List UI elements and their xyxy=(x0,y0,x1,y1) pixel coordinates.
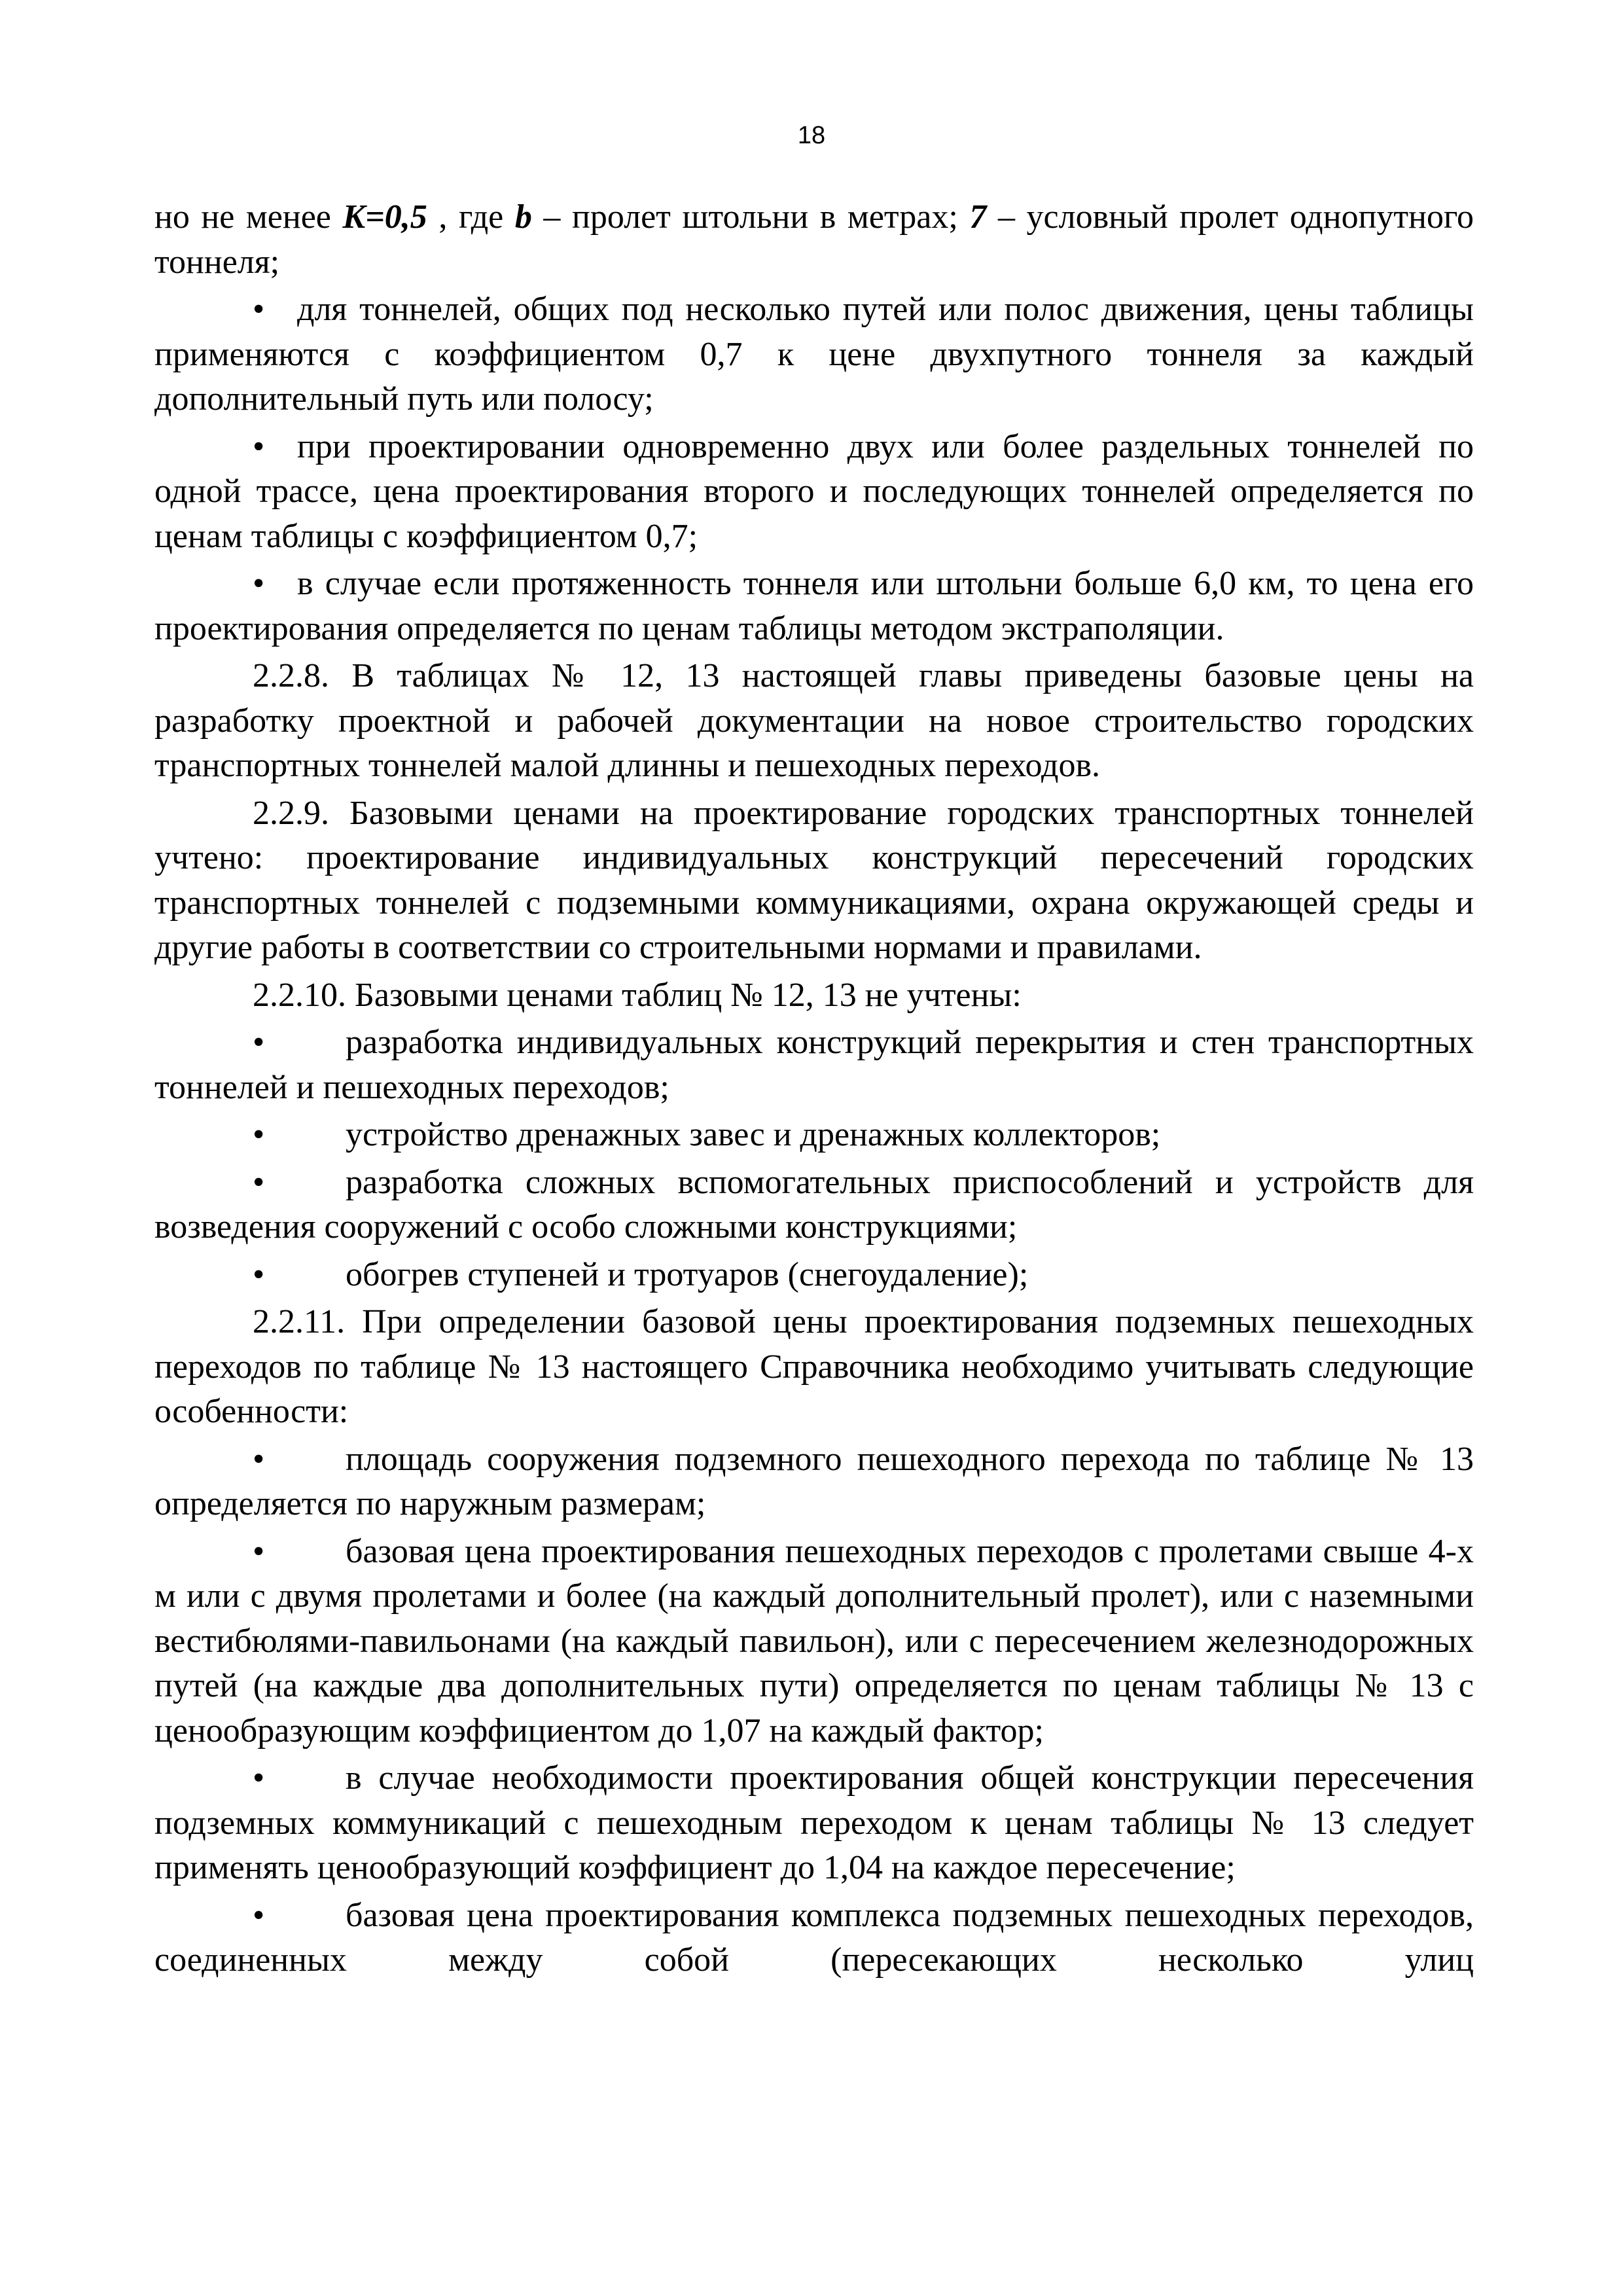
bullet-icon: • xyxy=(253,1024,265,1061)
document-body xyxy=(154,195,1474,1986)
list-item-text: для тоннелей, общих под несколько путей или полос движения, цены таблицы применяются с коэффициентом 0,7 к цене двухпутного тоннеля за каждый дополнительный путь или полосу; xyxy=(154,291,1474,418)
list-item xyxy=(154,425,1474,560)
bullet-icon: • xyxy=(253,427,265,465)
list-item-text: в случае если протяженность тоннеля или штольни больше 6,0 км, то цена его проектирования определяется по ценам таблицы методом экстраполяции. xyxy=(154,565,1474,647)
list-item-text: обогрев ступеней и тротуаров (снегоудаление); xyxy=(346,1255,1029,1293)
formula-k: K=0,5 xyxy=(342,198,427,236)
bullet-icon: • xyxy=(253,1163,265,1201)
list-item-text: базовая цена проектирования пешеходных переходов с пролетами свыше 4-х м или с двумя пролетами и более (на каждый дополнительный пролет), или с наземными вестибюлями-павильонами (на каждый павильон), или с пересечением железнодорожных путей (на каждые два дополнительных пути) определяется по ценам таблицы № 13 с ценообразующим коэффициентом до 1,07 на каждый фактор; xyxy=(154,1532,1474,1749)
bullet-icon: • xyxy=(253,1759,265,1797)
list-item xyxy=(154,1756,1474,1891)
list-item-text: в случае необходимости проектирования общей конструкции пересечения подземных коммуникаций с пешеходным переходом к ценам таблицы № 13 следует применять ценообразующий коэффициент до 1,04 на каждое пересечение; xyxy=(154,1759,1474,1886)
text: но не менее xyxy=(154,198,343,236)
text: – условный пролет однопутного тоннеля; xyxy=(154,198,1474,281)
list-item xyxy=(154,1160,1474,1250)
page-number: 18 xyxy=(797,122,826,149)
paragraph-2-2-9: 2.2.9. Базовыми ценами на проектирование городских транспортных тоннелей учтено: проектирование индивидуальных конструкций пересечений городских транспортных тоннелей с подземными коммуникациями, охрана окружающей среды и другие работы в соответствии со строительными нормами и правилами. xyxy=(154,794,1474,966)
list-item xyxy=(154,1893,1474,1983)
list-item-text: разработка индивидуальных конструкций перекрытия и стен транспортных тоннелей и пешеходных переходов; xyxy=(154,1024,1474,1106)
list-item xyxy=(154,562,1474,651)
list-item xyxy=(154,287,1474,422)
list-item-text: площадь сооружения подземного пешеходного перехода по таблице № 13 определяется по наружным размерам; xyxy=(154,1440,1474,1522)
list-item xyxy=(154,1113,1474,1158)
list-item-text: устройство дренажных завес и дренажных коллекторов; xyxy=(346,1116,1161,1153)
variable-b: b xyxy=(514,198,532,236)
list-item-text: разработка сложных вспомогательных приспособлений и устройств для возведения сооружений с особо сложными конструкциями; xyxy=(154,1163,1474,1246)
list-item xyxy=(154,1253,1474,1298)
list-item xyxy=(154,1530,1474,1754)
paragraph-2-2-8: 2.2.8. В таблицах № 12, 13 настоящей главы приведены базовые цены на разработку проектной и рабочей документации на новое строительство городских транспортных тоннелей малой длинны и пешеходных переходов. xyxy=(154,657,1474,784)
intro-paragraph xyxy=(154,195,1474,285)
bullet-icon: • xyxy=(253,1896,265,1934)
bullet-icon: • xyxy=(253,1532,265,1570)
paragraph-2-2-11: 2.2.11. При определении базовой цены проектирования подземных пешеходных переходов по таблице № 13 настоящего Справочника необходимо учитывать следующие особенности: xyxy=(154,1303,1474,1430)
bullet-icon: • xyxy=(253,1255,265,1293)
paragraph-2-2-10: 2.2.10. Базовыми ценами таблиц № 12, 13 не учтены: xyxy=(253,976,1022,1014)
bullet-icon: • xyxy=(253,1116,265,1153)
bullet-icon: • xyxy=(253,565,265,602)
text: – пролет штольни в метрах; xyxy=(531,198,970,236)
list-item-text: базовая цена проектирования комплекса подземных пешеходных переходов, соединенных между собой (пересекающих несколько улиц xyxy=(154,1896,1474,1979)
bullet-icon: • xyxy=(253,1440,265,1478)
text: , где xyxy=(427,198,515,236)
list-item xyxy=(154,1437,1474,1527)
list-item-text: при проектировании одновременно двух или более раздельных тоннелей по одной трассе, цена проектирования второго и последующих тоннелей определяется по ценам таблицы с коэффициентом 0,7; xyxy=(154,427,1474,555)
bullet-icon: • xyxy=(253,291,265,328)
number-7: 7 xyxy=(969,198,987,236)
list-item xyxy=(154,1020,1474,1110)
